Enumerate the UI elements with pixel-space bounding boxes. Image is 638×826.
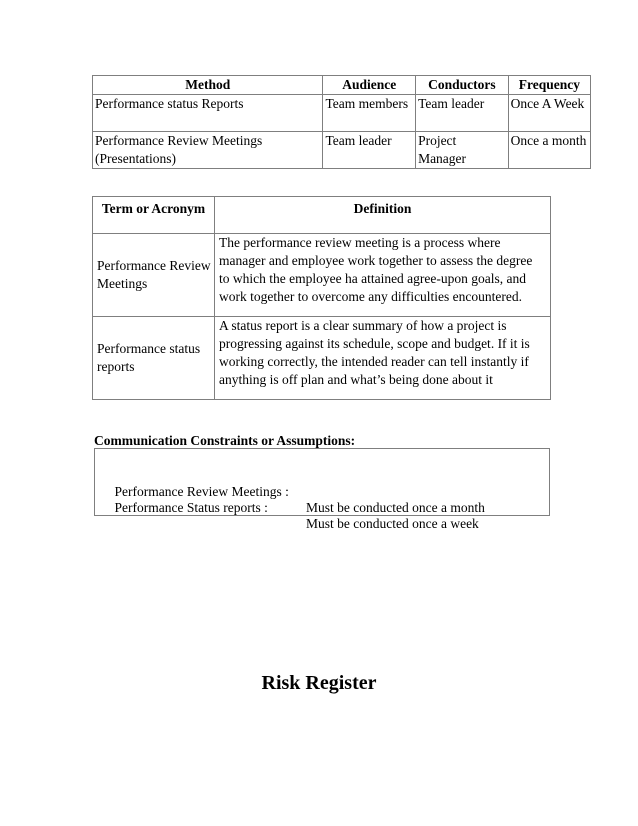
constraints-box [94,448,550,531]
column-header-term: Term or Acronym [93,197,215,234]
column-header-method: Method [93,76,323,95]
glossary-table [92,196,551,400]
cell-audience: Team members [323,95,416,132]
constraint-label: Performance Status reports : [114,500,268,515]
table-row [93,234,551,317]
cell-frequency: Once a month [508,132,590,169]
cell-method: Performance Review Meetings (Presentations) [93,132,323,169]
table-row [93,95,591,132]
constraint-value: Must be conducted once a week [306,516,479,531]
risk-register-title: Risk Register [261,672,377,694]
column-header-conductors: Conductors [416,76,509,95]
table-header-row [93,197,551,234]
constraints-heading: Communication Constraints or Assumptions: [94,433,356,448]
table-row [93,132,591,169]
column-header-frequency: Frequency [508,76,590,95]
cell-term: Performance status reports [93,317,215,400]
cell-method: Performance status Reports [93,95,323,132]
cell-conductors: Team leader [416,95,509,132]
table-header-row [93,76,591,95]
cell-term: Performance Review Meetings [93,234,215,317]
table-row [93,317,551,400]
constraint-value: Must be conducted once a month [306,500,485,515]
cell-conductors: Project Manager [416,132,509,169]
column-header-audience: Audience [323,76,416,95]
communication-methods-table [92,75,591,169]
cell-frequency: Once A Week [508,95,590,132]
column-header-definition: Definition [215,197,551,234]
cell-definition: A status report is a clear summary of how a project is progressing against its schedule, scope and budget. If it is working correctly, the intended reader can tell instantly if anything is off plan and what’s being done about it [215,317,551,400]
cell-audience: Team leader [323,132,416,169]
cell-definition: The performance review meeting is a process where manager and employee work together to assess the degree to which the employee ha attained agree-upon goals, and work together to overcome any difficulties encountered. [215,234,551,317]
constraint-label: Performance Review Meetings : [114,484,289,499]
